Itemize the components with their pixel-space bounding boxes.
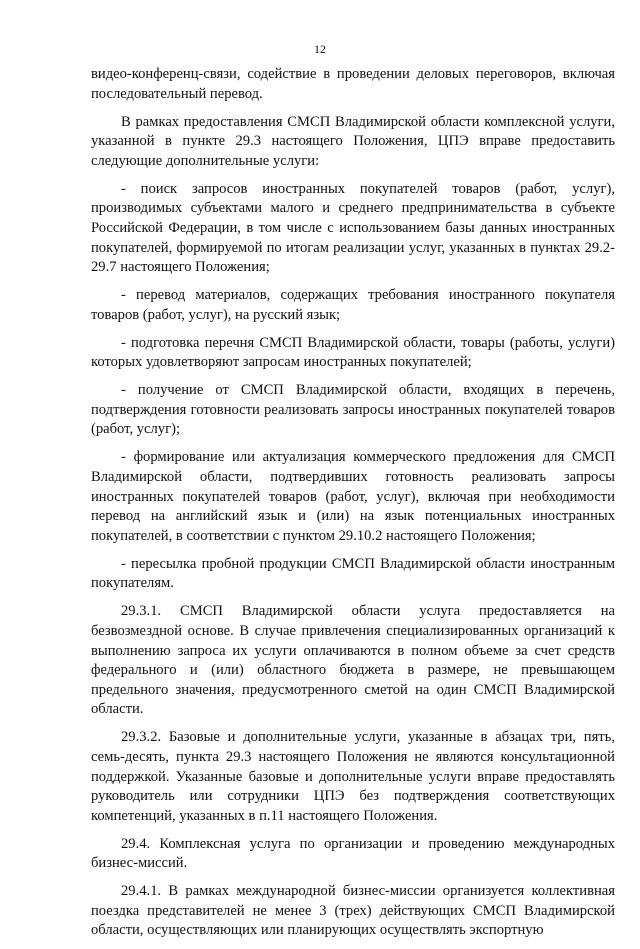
paragraph-29-3-2: 29.3.2. Базовые и дополнительные услуги, указанные в абзацах три, пять, семь-десять, пункта 29.3 настоящего Положения не являются консультационной поддержкой. Указанные базовые и дополнительные услуги вправе предоставлять руководитель или сотрудники ЦПЭ без подтверждения соответствующих компетенций, указанных в п.11 настоящего Положения. (91, 729, 615, 824)
list-item-search-requests: - поиск запросов иностранных покупателей товаров (работ, услуг), производимых субъектами малого и среднего предпринимательства в субъекте Российской Федерации, в том числе с использованием базы данных иностранных покупателей, формируемой по итогам реализации услуг, указанных в пунктах 29.2-29.7 настоящего Положения; (91, 180, 615, 276)
paragraph-additional-services-intro: В рамках предоставления СМСП Владимирской области комплексной услуги, указанной в пункте 29.3 настоящего Положения, ЦПЭ вправе предоставить следующие дополнительные услуги: (91, 113, 615, 169)
list-item-confirmation: - получение от СМСП Владимирской области, входящих в перечень, подтверждения готовности реализовать запросы иностранных покупателей товаров (работ, услуг); (91, 382, 615, 438)
list-item-sample-shipping: - пересылка пробной продукции СМСП Владимирской области иностранным покупателям. (91, 555, 615, 592)
list-item-commercial-offer: - формирование или актуализация коммерческого предложения для СМСП Владимирской области, подтвердивших готовность реализовать запросы иностранных покупателей товаров (работ, услуг), включая при необходимости перевод на английский язык и (или) на язык потенциальных иностранных покупателей, в соответствии с пунктом 29.10.2 настоящего Положения; (91, 449, 615, 544)
paragraph-29-3-1: 29.3.1. СМСП Владимирской области услуга предоставляется на безвозмездной основе. В случае привлечения специализированных организаций к выполнению запроса их услуги оплачиваются в полном объеме за счет средств федерального и (или) областного бюджета в размере, не превышающем предельного значения, предусмотренного сметой на один СМСП Владимирской области. (91, 603, 615, 718)
list-item-translation: - перевод материалов, содержащих требования иностранного покупателя товаров (работ, услуг), на русский язык; (91, 287, 615, 323)
page-number: 12 (314, 42, 326, 56)
document-body (91, 65, 615, 949)
paragraph-29-4-1: 29.4.1. В рамках международной бизнес-миссии организуется коллективная поездка представителей не менее 3 (трех) действующих СМСП Владимирской области, осуществляющих или планирующих осуществлять экспортную (91, 883, 615, 939)
paragraph-continuation: видео-конференц-связи, содействие в проведении деловых переговоров, включая последовательный перевод. (91, 66, 615, 102)
list-item-smsp-list: - подготовка перечня СМСП Владимирской области, товары (работы, услуги) которых удовлетворяют запросам иностранных покупателей; (91, 334, 615, 371)
paragraph-29-4: 29.4. Комплексная услуга по организации и проведению международных бизнес-миссий. (91, 835, 615, 872)
